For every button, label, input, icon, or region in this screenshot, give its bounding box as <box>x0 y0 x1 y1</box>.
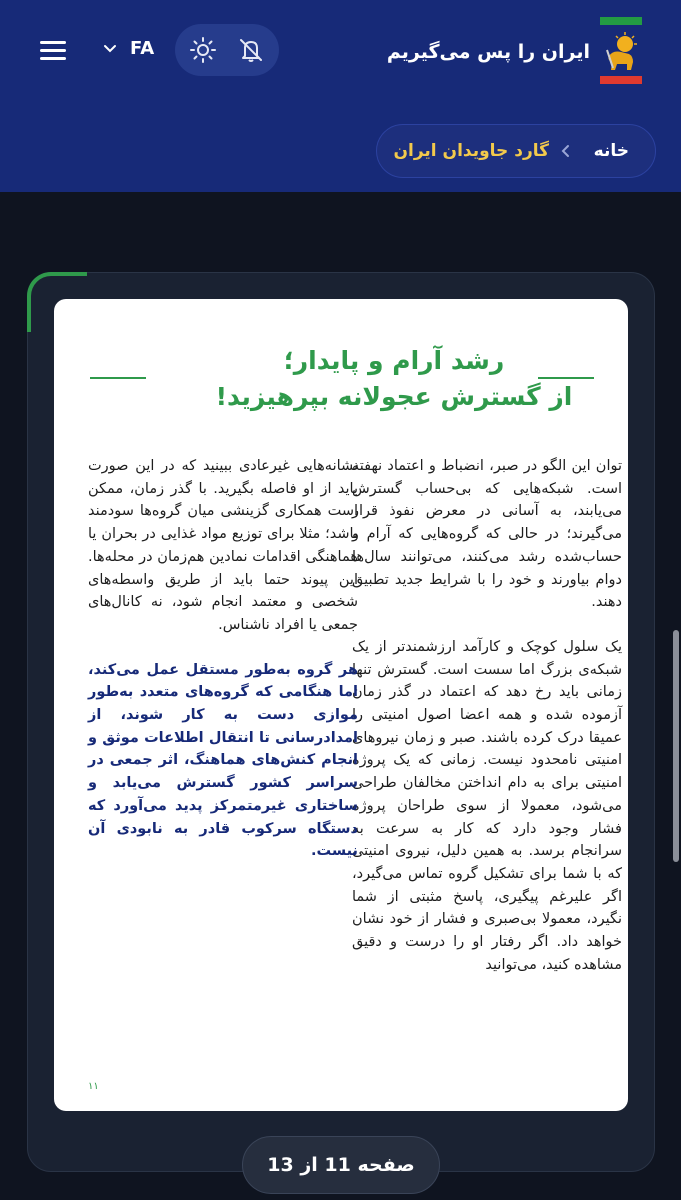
paragraph: توان این الگو در صبر، انضباط و اعتماد نهفته است. شبکه‌هایی که بی‌حساب گسترش می‌یابند، به آسانی در معرض نفوذ قرار می‌گیرند؛ در حالی که گروه‌هایی که آرام و حساب‌شده رشد می‌کنند، می‌توانند سال‌ها دوام بیاورند و خود را با شرایط جدید تطبیق دهند. <box>352 458 622 611</box>
heading-rule-left <box>90 377 146 379</box>
language-code: FA <box>130 38 155 59</box>
page-heading <box>204 343 584 415</box>
language-selector[interactable] <box>100 34 164 64</box>
breadcrumb-current: گارد جاویدان ایران <box>393 141 549 161</box>
hamburger-menu-icon[interactable] <box>38 36 68 66</box>
heading-line-1: رشد آرام و پایدار؛ <box>283 346 505 375</box>
page-number-mark: ۱۱ <box>88 1081 99 1092</box>
breadcrumb-home[interactable]: خانه <box>593 141 629 161</box>
bell-off-icon[interactable] <box>237 36 265 64</box>
breadcrumb <box>376 124 656 178</box>
sun-icon[interactable] <box>189 36 217 64</box>
heading-line-2: از گسترش عجولانه بپرهیزید! <box>215 382 573 411</box>
left-column <box>88 455 358 885</box>
chevron-left-icon <box>559 144 573 158</box>
header-icon-group <box>175 24 279 76</box>
paragraph: یک سلول کوچک و کارآمد ارزشمندتر از یک شبکه‌ی بزرگ اما سست است. گسترش تنها زمانی باید رخ دهد که اعتماد در گذر زمان آزموده شده و همه اعضا اصول امنیتی را عمیقا درک کرده باشند. صبر و زمان نیروهای امنیتی نامحدود نیست. زمانی که یک پروژه امنیتی برای به دام انداختن مخالفان طراحی می‌شود، معمولا از سوی طراحان پروژه فشار وجود دارد که کار به سرعت به سرانجام برسد. به همین دلیل، نیروی امنیتی که با شما برای تشکیل گروه تماس می‌گیرد، اگر علیرغم پیگیری، پاسخ مثبتی از شما نگیرد، معمولا بی‌صبری و فشار از خود نشان خواهد داد. اگر رفتار او را درست و دقیق مشاهده کنید، می‌توانید <box>352 638 622 973</box>
chevron-down-icon <box>102 40 118 56</box>
paragraph-bold: هر گروه به‌طور مستقل عمل می‌کند، اما هنگامی که گروه‌های متعدد به‌طور موازی دست به کار شوند، از امدادرسانی تا انتقال اطلاعات موثق و انجام کنش‌های هماهنگ، اثر جمعی در سراسر کشور گسترش می‌یابد و ساختاری غیرمتمرکز پدید می‌آورد که دستگاه سرکوب قادر به نابودی آن نیست. <box>88 661 358 860</box>
scrollbar[interactable] <box>673 630 679 862</box>
document-page <box>54 299 628 1111</box>
site-title[interactable]: ایران را پس می‌گیریم <box>386 41 590 63</box>
paragraph: نشانه‌هایی غیرعادی ببینید که در این صورت باید از او فاصله بگیرید. با گذر زمان، ممکن است همکاری گزینشی میان گروه‌ها سودمند باشد؛ مثلا برای توزیع مواد غذایی در بحران یا هماهنگی اقدامات نمادین هم‌زمان در محله‌ها. این پیوند حتما باید از طریق واسطه‌های شخصی و معتمد انجام شود، نه کانال‌های جمعی یا افراد ناشناس. <box>88 458 358 633</box>
top-header <box>0 0 681 192</box>
right-column <box>352 455 622 998</box>
page-indicator[interactable]: صفحه 11 از 13 <box>242 1136 440 1194</box>
lion-and-sun-flag-icon[interactable] <box>597 14 645 86</box>
